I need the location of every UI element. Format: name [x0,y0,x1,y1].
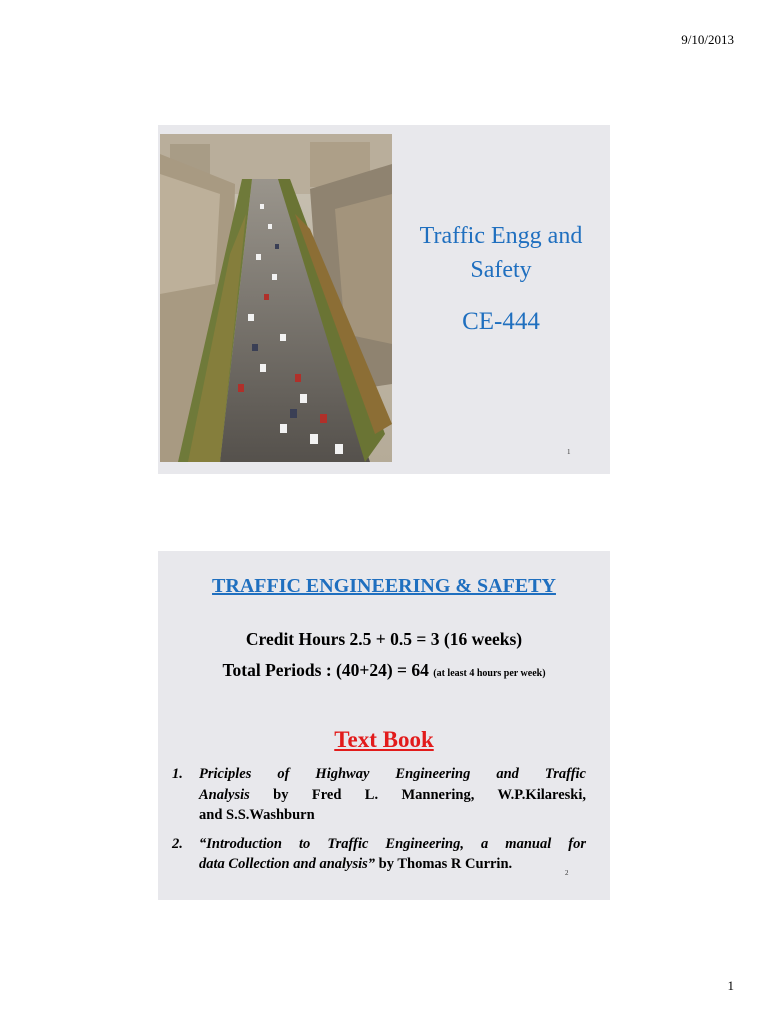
page-date: 9/10/2013 [681,32,734,47]
book-authors-continued: and S.S.Washburn [199,807,315,823]
list-item-number: 1. [172,766,183,782]
textbook-heading: Text Book [334,727,434,752]
book-title-line-1: Priciples of Highway Engineering and Traffic [199,766,586,782]
textbook-list [172,764,586,883]
slide-2 [158,551,610,900]
total-periods [158,660,610,681]
book-title-line-1: “Introduction to Traffic Engineering, a manual for [199,835,586,852]
slide-1 [158,125,610,474]
course-title-line-1: Traffic Engg and [419,223,583,249]
book-title-line-2: Analysis [199,786,250,803]
page-number: 1 [727,978,734,993]
course-code: CE-444 [462,308,540,335]
avenue-traffic-photo [160,134,392,462]
credit-hours: Credit Hours 2.5 + 0.5 = 3 (16 weeks) [245,629,523,649]
slide-number: 2 [565,869,569,877]
list-item [172,764,586,826]
periods-note: (at least 4 hours per week) [433,668,546,679]
course-title [392,219,610,287]
course-title-line-2: Safety [470,257,532,283]
slide-heading: TRAFFIC ENGINEERING & SAFETY [212,575,556,597]
total-periods-text: Total Periods : (40+24) = 64 [222,660,434,680]
list-item [172,834,586,875]
book-title-line-2: data Collection and analysis” [199,856,376,872]
book-authors: by Fred L. Mannering, W.P.Kilareski, [249,786,586,803]
book-authors: by Thomas R Currin. [375,856,513,872]
slide-number: 1 [567,448,571,456]
list-item-number: 2. [172,835,183,852]
